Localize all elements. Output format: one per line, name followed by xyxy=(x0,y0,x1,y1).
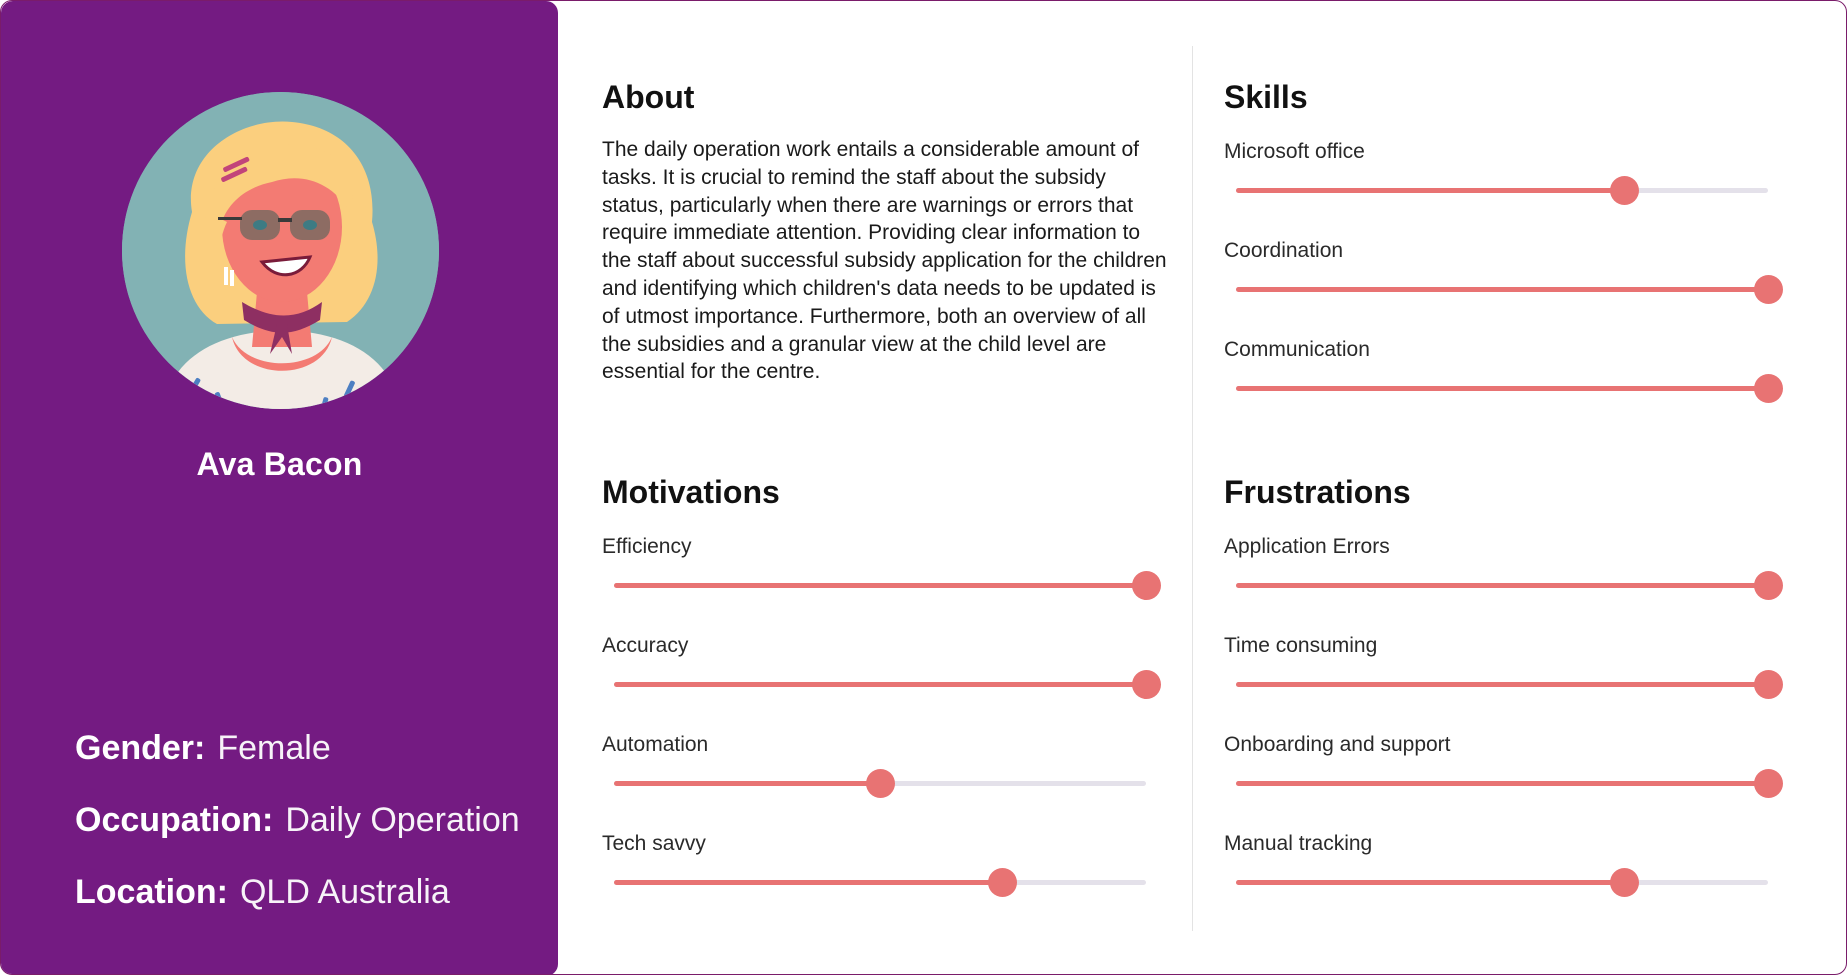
frustration-slider xyxy=(1224,535,1784,634)
slider-label: Coordination xyxy=(1224,239,1344,262)
slider-label: Tech savvy xyxy=(602,832,706,855)
motivations-title: Motivations xyxy=(602,474,780,510)
slider-fill xyxy=(1236,781,1768,786)
slider-thumb[interactable] xyxy=(1754,769,1783,798)
slider-track[interactable] xyxy=(614,880,1146,885)
slider-label: Accuracy xyxy=(602,634,689,657)
slider-fill xyxy=(1236,682,1768,687)
frustration-slider xyxy=(1224,832,1784,931)
persona-sidebar xyxy=(1,1,558,975)
slider-track[interactable] xyxy=(1236,781,1768,786)
slider-label: Automation xyxy=(602,733,709,756)
frustrations-list xyxy=(1224,535,1784,931)
about-section xyxy=(602,79,1167,386)
skill-slider xyxy=(1224,140,1784,239)
slider-track[interactable] xyxy=(1236,682,1768,687)
skills-title: Skills xyxy=(1224,79,1308,115)
skill-slider xyxy=(1224,239,1784,338)
slider-track[interactable] xyxy=(1236,583,1768,588)
slider-label: Application Errors xyxy=(1224,535,1390,558)
detail-gender xyxy=(75,729,520,801)
motivations-list xyxy=(602,535,1162,931)
about-text: The daily operation work entails a considerable amount of tasks. It is crucial to remind the staff about the subsidy status, particularly when there are warnings or errors that require immediate attention. Providing clear information to the staff about successful subsidy application for the children and identifying which children's data needs to be updated is of utmost importance. Furthermore, both an overview of all the subsidies and a granular view at the child level are essential for the centre. xyxy=(602,138,1167,384)
slider-thumb[interactable] xyxy=(1754,571,1783,600)
slider-label: Microsoft office xyxy=(1224,140,1365,163)
slider-thumb[interactable] xyxy=(1610,868,1639,897)
slider-label: Onboarding and support xyxy=(1224,733,1451,756)
slider-fill xyxy=(614,781,880,786)
column-divider xyxy=(1192,46,1193,931)
slider-label: Manual tracking xyxy=(1224,832,1373,855)
slider-fill xyxy=(1236,287,1768,292)
detail-label: Gender: xyxy=(75,729,206,767)
frustrations-title: Frustrations xyxy=(1224,474,1411,510)
slider-label: Time consuming xyxy=(1224,634,1378,657)
persona-name: Ava Bacon xyxy=(196,446,363,482)
motivations-section xyxy=(602,474,1162,931)
slider-fill xyxy=(1236,386,1768,391)
slider-thumb[interactable] xyxy=(866,769,895,798)
slider-thumb[interactable] xyxy=(1754,670,1783,699)
about-title: About xyxy=(602,79,695,115)
skills-section xyxy=(1224,79,1784,437)
slider-fill xyxy=(1236,583,1768,588)
detail-location xyxy=(75,873,520,945)
detail-label: Occupation: xyxy=(75,801,274,839)
avatar xyxy=(122,92,439,409)
slider-thumb[interactable] xyxy=(1132,670,1161,699)
detail-value: Daily Operation xyxy=(285,801,520,839)
frustration-slider xyxy=(1224,634,1784,733)
motivation-slider xyxy=(602,634,1162,733)
slider-thumb[interactable] xyxy=(1132,571,1161,600)
slider-label: Efficiency xyxy=(602,535,692,558)
slider-thumb[interactable] xyxy=(1754,275,1783,304)
frustrations-section xyxy=(1224,474,1784,931)
detail-occupation xyxy=(75,801,520,873)
slider-fill xyxy=(614,880,1002,885)
slider-fill xyxy=(1236,880,1624,885)
slider-label: Communication xyxy=(1224,338,1370,361)
slider-track[interactable] xyxy=(614,682,1146,687)
slider-fill xyxy=(614,583,1146,588)
detail-value: Female xyxy=(217,729,331,767)
slider-track[interactable] xyxy=(1236,386,1768,391)
slider-track[interactable] xyxy=(614,583,1146,588)
detail-value: QLD Australia xyxy=(239,873,450,911)
slider-track[interactable] xyxy=(1236,287,1768,292)
skill-slider xyxy=(1224,338,1784,437)
motivation-slider xyxy=(602,733,1162,832)
slider-fill xyxy=(1236,188,1624,193)
motivation-slider xyxy=(602,832,1162,931)
woman-avatar-icon xyxy=(122,92,439,409)
slider-fill xyxy=(614,682,1146,687)
slider-track[interactable] xyxy=(1236,188,1768,193)
frustration-slider xyxy=(1224,733,1784,832)
slider-track[interactable] xyxy=(1236,880,1768,885)
detail-label: Location: xyxy=(75,873,228,911)
motivation-slider xyxy=(602,535,1162,634)
slider-track[interactable] xyxy=(614,781,1146,786)
slider-thumb[interactable] xyxy=(988,868,1017,897)
persona-details xyxy=(75,729,520,945)
slider-thumb[interactable] xyxy=(1610,176,1639,205)
skills-list xyxy=(1224,140,1784,437)
slider-thumb[interactable] xyxy=(1754,374,1783,403)
